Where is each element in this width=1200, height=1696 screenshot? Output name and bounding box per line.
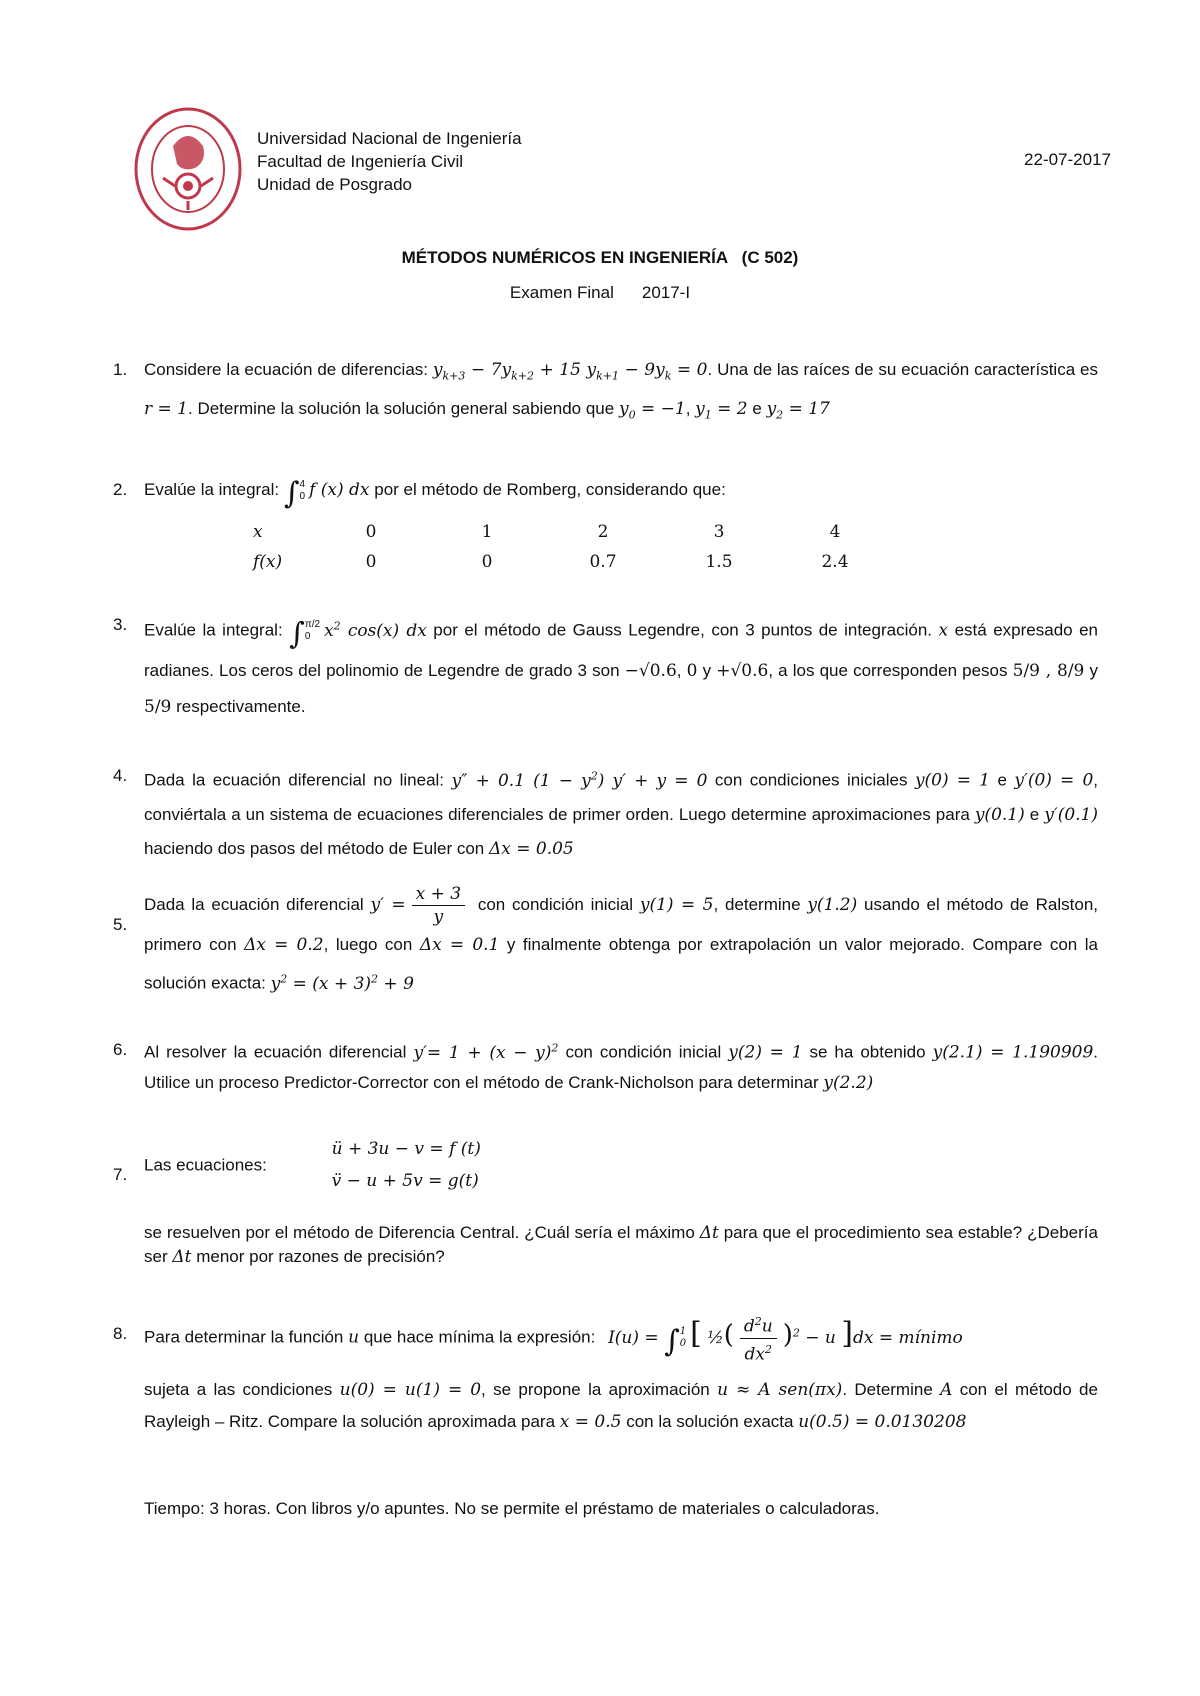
q1-equation: $y_{k+3} - 7y_{k+2} + 15$ $y_{k+1} - 9y_k = 0$ <box>432 360 708 383</box>
q5-ic: y(1) = 5 <box>639 895 714 915</box>
q3-text: está expresado en radianes. Los ceros del polinomio de Legendre de grado 3 son <box>144 620 1099 680</box>
q4-ic-2: y′(0) = 0 <box>1014 770 1094 791</box>
q6-known: y(2.1) = 1.190909 <box>932 1042 1094 1063</box>
q6-equation: $y'= 1 + (x - y)^2$ <box>413 1041 559 1063</box>
q1-text: Una de las raíces de su ecuación característica es <box>717 360 1098 379</box>
table-cell: 1 <box>481 522 493 542</box>
q7-delta-t: Δt <box>172 1247 192 1267</box>
question-3 <box>113 608 1098 725</box>
question-number: 7. <box>113 1165 128 1184</box>
q3-text: respectivamente. <box>176 696 306 716</box>
question-body <box>144 1133 1098 1197</box>
q7-text: Las ecuaciones: <box>144 1155 267 1175</box>
q7-text: menor por razones de precisión? <box>196 1247 445 1266</box>
q5-text: con condición inicial <box>477 895 634 914</box>
q3-text: , a los que corresponden pesos <box>768 660 1008 680</box>
q6-text: . Utilice un proceso Predictor-Corrector con el método de Crank-Nicholson para determinar <box>144 1042 1099 1092</box>
integral-sign: ∫ <box>283 476 300 511</box>
q8-text: con la solución exacta <box>626 1412 794 1431</box>
q5-equation: y′ = $\frac{x + 3}{y}$ <box>370 895 471 915</box>
q3-text: y <box>702 660 712 680</box>
q6-text: se ha obtenido <box>809 1042 926 1062</box>
q1-y1: $y_1 = 2$ <box>695 399 748 422</box>
q8-functional: I(u) = ∫ 1 0 [ ½( $\frac{d^2u}{dx^2}$ )$^2$ − u ]dx = mínimo <box>608 1328 963 1348</box>
q8-text: . Determine <box>842 1380 933 1399</box>
q5-target: y(1.2) <box>807 895 858 915</box>
q3-node-1: −√0.6 <box>624 660 677 681</box>
question-number: 6. <box>113 1040 128 1059</box>
q2-text: Evalúe la integral: <box>144 480 280 499</box>
q5-text: , luego con <box>323 935 413 954</box>
q1-text: Considere la ecuación de diferencias: <box>144 360 429 379</box>
table-cell: 1.5 <box>705 552 733 572</box>
q5-text: usando el método de Ralston, primero con <box>144 895 1098 954</box>
q3-node-3: +√0.6 <box>716 660 769 681</box>
institution-block <box>257 127 522 196</box>
q8-bc: u(0) = u(1) = 0 <box>339 1380 482 1400</box>
table-cell: 0.7 <box>589 552 617 572</box>
question-body <box>144 883 1098 1001</box>
table-cell: 0 <box>481 552 493 572</box>
q4-ic-1: y(0) = 1 <box>914 770 990 791</box>
table-cell: 0 <box>365 552 377 572</box>
exam-subtitle <box>0 283 1200 303</box>
question-2 <box>113 473 1098 510</box>
q5-text: y finalmente obtenga por extrapolación un valor mejorado. Compare con la solución exacta: <box>144 935 1098 993</box>
q6-target: y(2.2) <box>823 1072 874 1093</box>
q6-text: con condición inicial <box>565 1042 722 1062</box>
q8-approx: u ≈ A sen(πx) <box>717 1380 843 1400</box>
table-cell: 2.4 <box>821 552 849 572</box>
question-7 <box>113 1133 1098 1197</box>
table-cell: 4 <box>829 522 841 542</box>
q4-text: Dada la ecuación diferencial no lineal: <box>144 770 445 790</box>
q8-text: con el método de Rayleigh – Ritz. Compare la solución aproximada para <box>144 1380 1098 1431</box>
q6-ic: y(2) = 1 <box>728 1042 803 1063</box>
q3-integrand: $x^2$ cos(x) dx <box>324 619 427 641</box>
q5-step-1: Δx = 0.2 <box>244 935 324 955</box>
q4-target-1: y(0.1) <box>974 804 1025 825</box>
q4-step: Δx = 0.05 <box>488 838 574 859</box>
q5-exact: $y^2 = (x + 3)^2 + 9$ <box>270 972 414 994</box>
q3-text: por el método de Gauss Legendre, con 3 puntos de integración. <box>433 620 932 640</box>
q3-weight-3: 5/9 <box>144 696 172 717</box>
q3-text: Evalúe la integral: <box>144 620 283 640</box>
integral-limits: 4 0 <box>299 478 306 502</box>
university-name: Universidad Nacional de Ingeniería <box>257 129 522 148</box>
q4-text: e <box>1029 804 1040 824</box>
q4-text: e <box>997 770 1007 790</box>
question-body: Considere la ecuación de diferencias: $y_{k+3} - 7y_{k+2} + 15$ $y_{k+1} - 9y_k = 0$. Una de las raíces de su ecuación característica es r = 1. Determine la solución la solución general sabiendo que $y_0 = -1$, $y_1 = 2$ e $y_2 = 17$ <box>144 360 1098 422</box>
question-1 <box>113 353 1098 432</box>
row-label: x <box>253 522 263 542</box>
question-6 <box>113 1033 1098 1098</box>
integral-limits: π/2 0 <box>304 619 321 643</box>
q8-text: que hace mínima la expresión: <box>363 1327 596 1347</box>
question-number: 3. <box>113 615 128 634</box>
question-body: Evalúe la integral: ∫ π/2 0 $x^2$ cos(x) dx por el método de Gauss Legendre, con 3 puntos de integración. x está expresado en radianes. Los ceros del polinomio de Legendre de grado 3 son −√0.6, 0 y +√0.6, a los que corresponden pesos 5/9 , 8/9 y 5/9 respectivamente. <box>144 616 1099 717</box>
exam-term: 2017-I <box>641 283 691 302</box>
q8-var-u: u <box>348 1327 360 1348</box>
question-number: 8. <box>113 1324 128 1343</box>
q1-y0: $y_0 = -1$ <box>618 399 686 422</box>
q4-target-2: y′(0.1) <box>1044 804 1098 825</box>
q8-text: Para determinar la función <box>144 1327 344 1347</box>
row-label: f(x) <box>253 552 283 572</box>
q3-node-2: 0 <box>686 660 698 681</box>
exam-instructions-footer: Tiempo: 3 horas. Con libros y/o apuntes. No se permite el préstamo de materiales o calculadoras. <box>144 1499 880 1518</box>
q4-text: , conviértala a un sistema de ecuaciones diferenciales de primer orden. Luego determine aproximaciones para <box>144 770 1098 824</box>
question-body <box>144 1221 1098 1269</box>
q4-text: con condiciones iniciales <box>714 770 908 790</box>
table-row <box>253 547 893 577</box>
question-number: 5. <box>113 915 128 934</box>
exam-type: Examen Final <box>509 283 614 302</box>
question-number: 4. <box>113 766 128 785</box>
question-7-continued <box>113 1221 1098 1269</box>
question-4 <box>113 759 1098 866</box>
table-cell: 0 <box>365 522 377 542</box>
question-number: 2. <box>113 480 128 499</box>
q8-x: x = 0.5 <box>559 1412 622 1432</box>
q1-text: e <box>752 399 762 419</box>
question-body <box>144 1374 1098 1438</box>
q2-integrand: f (x) dx <box>309 480 370 500</box>
q3-var-x: x <box>938 620 949 641</box>
table-cell: 3 <box>713 522 725 542</box>
exam-date: 22-07-2017 <box>1024 150 1111 169</box>
q5-text: , determine <box>713 895 801 914</box>
faculty-name: Facultad de Ingeniería Civil <box>257 152 464 171</box>
question-5 <box>113 883 1098 1001</box>
q2-text: por el método de Romberg, considerando que: <box>374 480 726 499</box>
table-row <box>253 517 893 547</box>
q6-text: Al resolver la ecuación diferencial <box>144 1042 407 1062</box>
question-body <box>144 473 1098 510</box>
q4-text: haciendo dos pasos del método de Euler con <box>144 838 485 858</box>
integral-sign: ∫ <box>289 616 305 652</box>
romberg-data-table <box>253 517 893 577</box>
q8-var-A: A <box>940 1380 953 1400</box>
q8-exact: u(0.5) = 0.0130208 <box>798 1412 967 1432</box>
q1-y2: $y_2 = 17$ <box>766 399 830 422</box>
question-body <box>144 759 1098 866</box>
q5-text: Dada la ecuación diferencial <box>144 895 364 914</box>
q1-root: r = 1 <box>144 399 188 420</box>
course-title: MÉTODOS NUMÉRICOS EN INGENIERÍA (C 502) <box>401 248 799 267</box>
q7-delta-t: Δt <box>699 1223 719 1243</box>
q8-text: , se propone la aproximación <box>481 1380 710 1399</box>
q7-text: para que el procedimiento sea estable? ¿Debería ser <box>144 1223 1098 1266</box>
q1-text: Determine la solución la solución general sabiendo que <box>197 399 615 419</box>
unit-name: Unidad de Posgrado <box>257 175 413 194</box>
question-8 <box>113 1303 1098 1372</box>
question-number: 1. <box>113 360 128 379</box>
q7-text: se resuelven por el método de Diferencia Central. ¿Cuál sería el máximo <box>144 1223 695 1242</box>
university-seal-logo <box>133 106 243 232</box>
question-body <box>144 1303 1098 1372</box>
q8-text: sujeta a las condiciones <box>144 1380 333 1399</box>
q3-weights: 5/9 , 8/9 <box>1012 660 1085 681</box>
question-body <box>144 1033 1098 1098</box>
table-cell: 2 <box>597 522 609 542</box>
q5-step-2: Δx = 0.1 <box>419 935 500 955</box>
q7-system: ü + 3u − v = f (t) v̈ − u + 5v = g(t) <box>331 1139 481 1191</box>
question-8-continued <box>113 1374 1098 1438</box>
q4-equation: y″ + 0.1 $(1 - y^2)$ y′ + y = 0 <box>451 769 708 791</box>
